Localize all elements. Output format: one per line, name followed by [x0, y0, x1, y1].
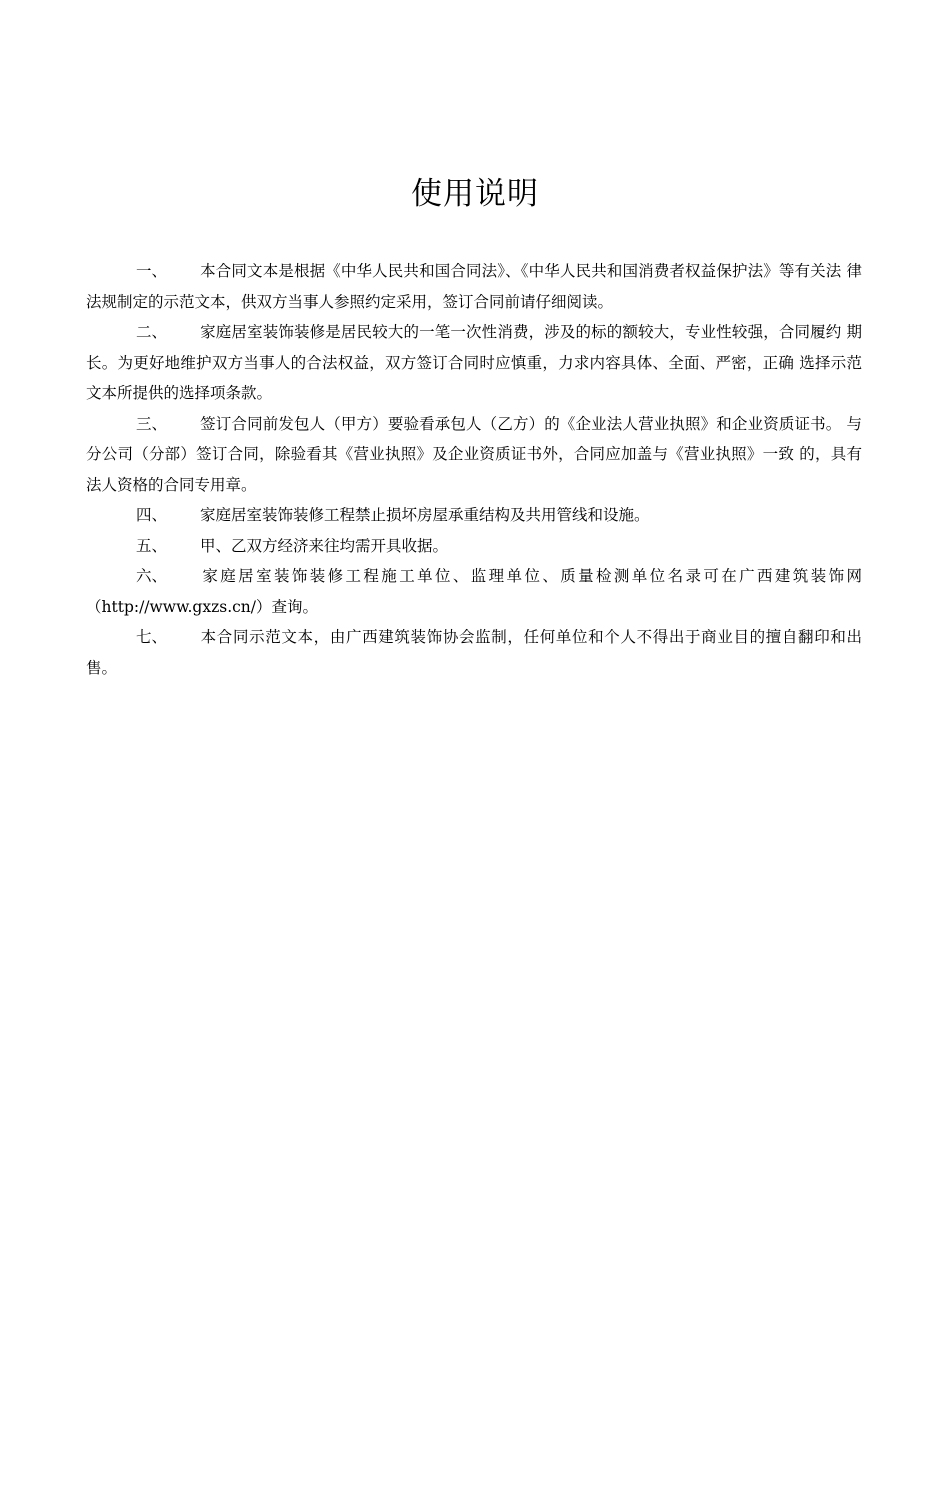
item-text: 签订合同前发包人（甲方）要验看承包人（乙方）的《企业法人营业执照》和企业资质证书。 与分公司（分部）签订合同，除验看其《营业执照》及企业资质证书外，合同应加盖与《营业执照》一致 的，具有法人资格的合同专用章。 [86, 414, 862, 494]
instruction-item-3 [86, 409, 862, 501]
item-number: 四、 [136, 506, 168, 524]
page-title: 使用说明 [411, 176, 539, 212]
instruction-item-7 [86, 622, 862, 683]
item-number: 五、 [136, 536, 168, 555]
item-number: 二、 [136, 323, 168, 341]
instruction-item-5 [86, 531, 862, 562]
item-text: 家庭居室装饰装修是居民较大的一笔一次性消费，涉及的标的额较大，专业性较强，合同履约 期长。为更好地维护双方当事人的合法权益，双方签订合同时应慎重，力求内容具体、全面、严密，正确 选择示范文本所提供的选择项条款。 [86, 323, 862, 402]
item-number: 一、 [136, 262, 168, 280]
instruction-list [86, 256, 862, 683]
item-number: 六、 [136, 567, 168, 585]
item-text: 家庭居室装饰装修工程施工单位、监理单位、质量检测单位名录可在广西建筑装饰网（http://www.gxzs.cn/）查询。 [86, 567, 862, 616]
item-number: 三、 [136, 414, 168, 433]
instruction-item-2 [86, 317, 862, 409]
item-text: 甲、乙双方经济来往均需开具收据。 [200, 536, 449, 555]
instruction-item-1 [86, 256, 862, 317]
instruction-item-4 [86, 500, 862, 531]
item-text: 本合同示范文本，由广西建筑装饰协会监制，任何单位和个人不得出于商业目的擅自翻印和出 售。 [86, 628, 862, 677]
instruction-item-6 [86, 561, 862, 622]
item-number: 七、 [136, 628, 168, 646]
item-text: 本合同文本是根据《中华人民共和国合同法》、《中华人民共和国消费者权益保护法》等有关法 律法规制定的示范文本，供双方当事人参照约定采用，签订合同前请仔细阅读。 [86, 262, 862, 311]
item-text: 家庭居室装饰装修工程禁止损坏房屋承重结构及共用管线和设施。 [200, 506, 650, 524]
